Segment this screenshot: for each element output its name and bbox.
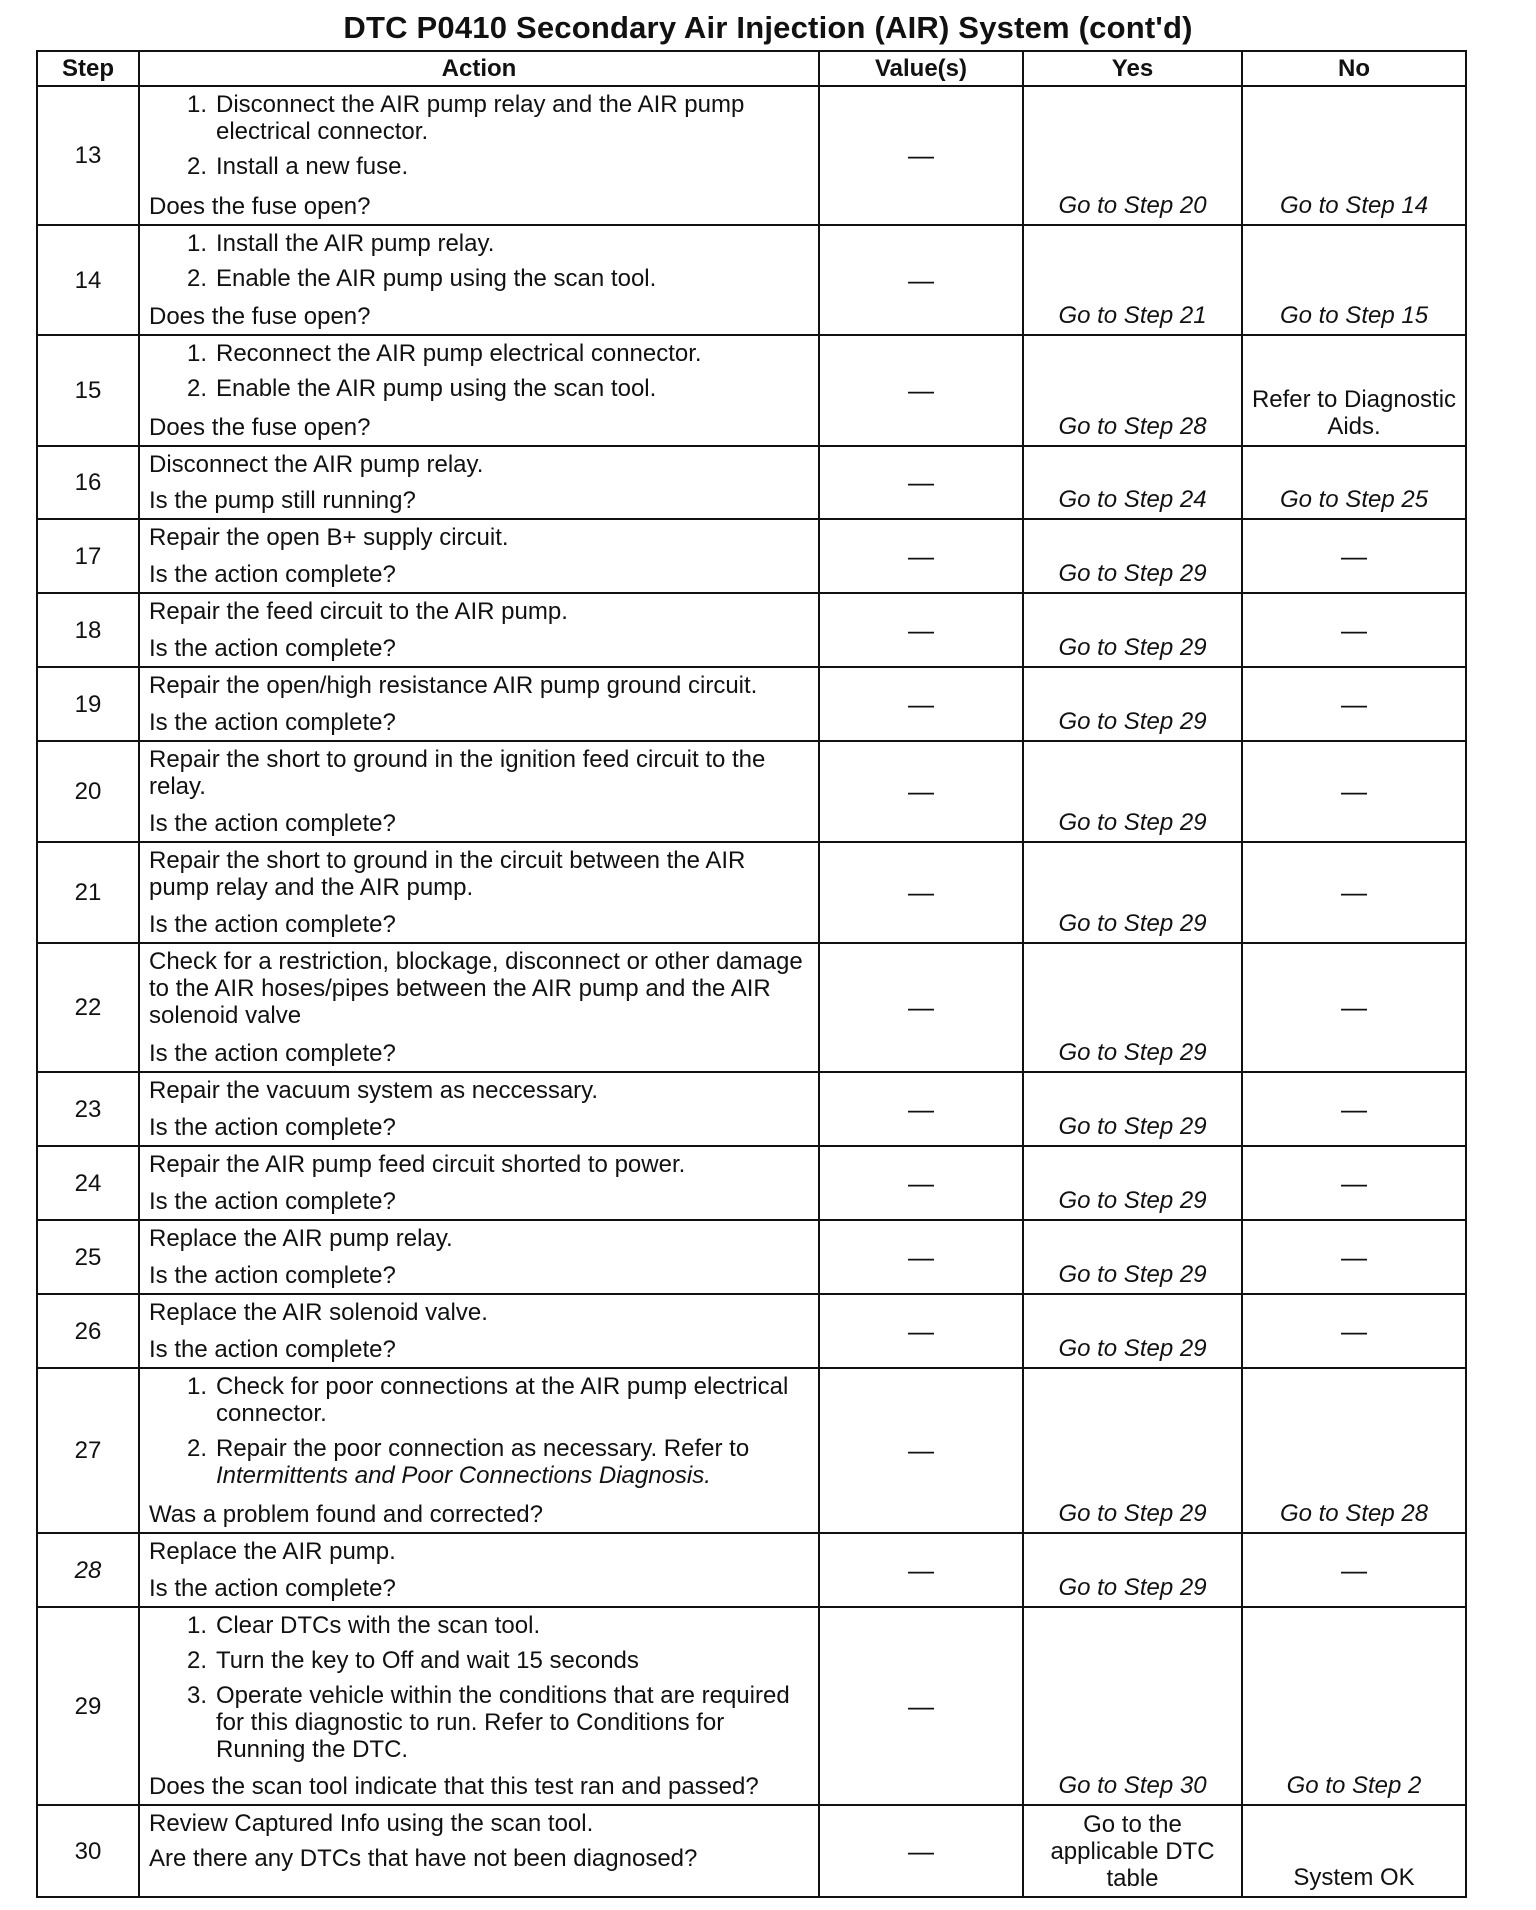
action-question: Is the action complete? xyxy=(149,1575,396,1602)
action-question: Is the action complete? xyxy=(149,561,396,588)
table-row xyxy=(37,335,1466,446)
yes-cell: Go to the applicable DTC table xyxy=(1023,1805,1242,1897)
step-number: 15 xyxy=(37,335,139,446)
action-cell xyxy=(139,335,819,446)
action-item: 2. Enable the AIR pump using the scan tool. xyxy=(186,375,657,402)
yes-cell: Go to Step 29 xyxy=(1023,593,1242,667)
action-question: Is the action complete? xyxy=(149,1262,396,1289)
action-text: Repair the short to ground in the circuit between the AIR pump relay and the AIR pump. xyxy=(149,847,746,901)
step-number: 27 xyxy=(37,1368,139,1533)
value-cell: — xyxy=(819,1805,1023,1897)
reference-link-text: Intermittents and Poor Connections Diagnosis. xyxy=(216,1462,711,1489)
table-row xyxy=(37,1607,1466,1805)
action-text: Repair the AIR pump feed circuit shorted to power. xyxy=(149,1151,686,1178)
action-question: Is the action complete? xyxy=(149,1336,396,1363)
no-cell: — xyxy=(1242,842,1466,943)
header-step: Step xyxy=(37,51,139,86)
action-cell xyxy=(139,1368,819,1533)
table-row xyxy=(37,1368,1466,1533)
yes-cell: Go to Step 29 xyxy=(1023,842,1242,943)
action-question: Does the fuse open? xyxy=(149,193,371,220)
step-number: 17 xyxy=(37,519,139,593)
table-row xyxy=(37,225,1466,335)
value-cell: — xyxy=(819,519,1023,593)
value-cell: — xyxy=(819,1368,1023,1533)
yes-cell: Go to Step 29 xyxy=(1023,1294,1242,1368)
step-number: 18 xyxy=(37,593,139,667)
no-cell: — xyxy=(1242,667,1466,741)
action-cell xyxy=(139,1533,819,1607)
action-question: Was a problem found and corrected? xyxy=(149,1501,543,1528)
action-text: Review Captured Info using the scan tool. xyxy=(149,1810,594,1837)
action-cell xyxy=(139,1146,819,1220)
value-cell: — xyxy=(819,842,1023,943)
yes-cell: Go to Step 29 xyxy=(1023,943,1242,1072)
yes-cell: Go to Step 30 xyxy=(1023,1607,1242,1805)
action-question: Is the action complete? xyxy=(149,1040,396,1067)
yes-cell: Go to Step 29 xyxy=(1023,1220,1242,1294)
action-cell xyxy=(139,593,819,667)
value-cell: — xyxy=(819,1533,1023,1607)
table-row xyxy=(37,1533,1466,1607)
no-cell: — xyxy=(1242,1146,1466,1220)
action-cell xyxy=(139,1805,819,1897)
action-item: 1. Clear DTCs with the scan tool. xyxy=(186,1612,541,1639)
step-number: 20 xyxy=(37,741,139,842)
action-text: Check for a restriction, blockage, disconnect or other damage to the AIR hoses/pipes between the AIR pump and the AIR solenoid valve xyxy=(149,948,803,1029)
step-number: 13 xyxy=(37,86,139,225)
step-number: 24 xyxy=(37,1146,139,1220)
no-cell: — xyxy=(1242,1533,1466,1607)
step-number: 19 xyxy=(37,667,139,741)
no-cell: — xyxy=(1242,741,1466,842)
action-question: Does the fuse open? xyxy=(149,303,371,330)
table-row xyxy=(37,593,1466,667)
table-row xyxy=(37,1146,1466,1220)
step-number: 22 xyxy=(37,943,139,1072)
yes-cell: Go to Step 24 xyxy=(1023,446,1242,519)
action-question: Is the pump still running? xyxy=(149,487,416,514)
action-item: 1. Disconnect the AIR pump relay and the AIR pump electrical connector. xyxy=(186,91,745,145)
table-row xyxy=(37,1220,1466,1294)
table-row xyxy=(37,667,1466,741)
action-question: Is the action complete? xyxy=(149,1188,396,1215)
yes-cell: Go to Step 20 xyxy=(1023,86,1242,225)
no-cell: Go to Step 2 xyxy=(1242,1607,1466,1805)
action-text: Disconnect the AIR pump relay. xyxy=(149,451,484,478)
table-row xyxy=(37,1072,1466,1146)
step-number: 28 xyxy=(37,1533,139,1607)
header-yes: Yes xyxy=(1023,51,1242,86)
value-cell: — xyxy=(819,335,1023,446)
value-cell: — xyxy=(819,667,1023,741)
yes-cell: Go to Step 29 xyxy=(1023,1072,1242,1146)
action-item: 1. Reconnect the AIR pump electrical connector. xyxy=(186,340,702,367)
step-number: 26 xyxy=(37,1294,139,1368)
action-cell xyxy=(139,446,819,519)
action-cell xyxy=(139,86,819,225)
yes-cell: Go to Step 29 xyxy=(1023,1533,1242,1607)
page-title: DTC P0410 Secondary Air Injection (AIR) System (cont'd) xyxy=(343,10,1193,45)
action-cell xyxy=(139,741,819,842)
table-row xyxy=(37,1294,1466,1368)
header-no: No xyxy=(1242,51,1466,86)
table-row xyxy=(37,741,1466,842)
table-row xyxy=(37,86,1466,225)
action-cell xyxy=(139,943,819,1072)
step-number: 21 xyxy=(37,842,139,943)
table-row xyxy=(37,519,1466,593)
header-action: Action xyxy=(139,51,819,86)
action-cell xyxy=(139,1220,819,1294)
table-row xyxy=(37,842,1466,943)
action-item: 2. Repair the poor connection as necessary. Refer to Intermittents and Poor Connections Diagnosis. xyxy=(186,1435,750,1489)
diagnostic-table xyxy=(36,50,1467,1898)
no-cell: Go to Step 15 xyxy=(1242,225,1466,335)
action-text: Repair the open B+ supply circuit. xyxy=(149,524,509,551)
yes-cell: Go to Step 28 xyxy=(1023,335,1242,446)
value-cell: — xyxy=(819,1072,1023,1146)
value-cell: — xyxy=(819,446,1023,519)
no-cell: Go to Step 25 xyxy=(1242,446,1466,519)
value-cell: — xyxy=(819,1146,1023,1220)
action-cell xyxy=(139,225,819,335)
action-text: Repair the feed circuit to the AIR pump. xyxy=(149,598,568,625)
action-item: 3. Operate vehicle within the conditions that are required for this diagnostic to run. Refer to Conditions for Running the DTC. xyxy=(186,1682,790,1763)
step-number: 25 xyxy=(37,1220,139,1294)
action-question: Are there any DTCs that have not been diagnosed? xyxy=(149,1845,698,1872)
action-text: Repair the vacuum system as neccessary. xyxy=(149,1077,599,1104)
action-question: Does the scan tool indicate that this test ran and passed? xyxy=(149,1773,759,1800)
action-text: Repair the short to ground in the ignition feed circuit to the relay. xyxy=(149,746,766,800)
action-item: 1. Check for poor connections at the AIR pump electrical connector. xyxy=(186,1373,789,1427)
no-cell: — xyxy=(1242,519,1466,593)
table-row xyxy=(37,446,1466,519)
table-row xyxy=(37,943,1466,1072)
value-cell: — xyxy=(819,943,1023,1072)
action-text: Replace the AIR pump relay. xyxy=(149,1225,453,1252)
step-number: 14 xyxy=(37,225,139,335)
yes-cell: Go to Step 29 xyxy=(1023,1146,1242,1220)
action-question: Does the fuse open? xyxy=(149,414,371,441)
action-cell xyxy=(139,1072,819,1146)
action-question: Is the action complete? xyxy=(149,709,396,736)
action-question: Is the action complete? xyxy=(149,810,396,837)
no-cell: Refer to Diagnostic Aids. xyxy=(1242,335,1466,446)
step-number: 29 xyxy=(37,1607,139,1805)
action-cell xyxy=(139,1294,819,1368)
value-cell: — xyxy=(819,1607,1023,1805)
value-cell: — xyxy=(819,1220,1023,1294)
action-question: Is the action complete? xyxy=(149,635,396,662)
no-cell: — xyxy=(1242,943,1466,1072)
table-row xyxy=(37,1805,1466,1897)
no-cell: — xyxy=(1242,1294,1466,1368)
action-question: Is the action complete? xyxy=(149,1114,396,1141)
yes-cell: Go to Step 21 xyxy=(1023,225,1242,335)
action-text: Repair the open/high resistance AIR pump ground circuit. xyxy=(149,672,758,699)
header-values: Value(s) xyxy=(819,51,1023,86)
yes-cell: Go to Step 29 xyxy=(1023,741,1242,842)
yes-cell: Go to Step 29 xyxy=(1023,519,1242,593)
action-cell xyxy=(139,667,819,741)
no-cell: Go to Step 14 xyxy=(1242,86,1466,225)
action-item: 2. Enable the AIR pump using the scan tool. xyxy=(186,265,657,292)
value-cell: — xyxy=(819,593,1023,667)
step-number: 16 xyxy=(37,446,139,519)
value-cell: — xyxy=(819,225,1023,335)
yes-cell: Go to Step 29 xyxy=(1023,1368,1242,1533)
no-cell: — xyxy=(1242,1072,1466,1146)
value-cell: — xyxy=(819,1294,1023,1368)
action-question: Is the action complete? xyxy=(149,911,396,938)
action-cell xyxy=(139,842,819,943)
action-text: Replace the AIR solenoid valve. xyxy=(149,1299,488,1326)
action-item: 1. Install the AIR pump relay. xyxy=(186,230,495,257)
step-number: 30 xyxy=(37,1805,139,1897)
action-text: Replace the AIR pump. xyxy=(149,1538,396,1565)
value-cell: — xyxy=(819,86,1023,225)
no-cell: System OK xyxy=(1242,1805,1466,1897)
yes-cell: Go to Step 29 xyxy=(1023,667,1242,741)
action-item: 2. Install a new fuse. xyxy=(186,153,409,180)
action-cell xyxy=(139,519,819,593)
value-cell: — xyxy=(819,741,1023,842)
action-cell xyxy=(139,1607,819,1805)
no-cell: — xyxy=(1242,593,1466,667)
step-number: 23 xyxy=(37,1072,139,1146)
action-item: 2. Turn the key to Off and wait 15 seconds xyxy=(186,1647,639,1674)
no-cell: Go to Step 28 xyxy=(1242,1368,1466,1533)
no-cell: — xyxy=(1242,1220,1466,1294)
table-header-row xyxy=(37,51,1466,86)
